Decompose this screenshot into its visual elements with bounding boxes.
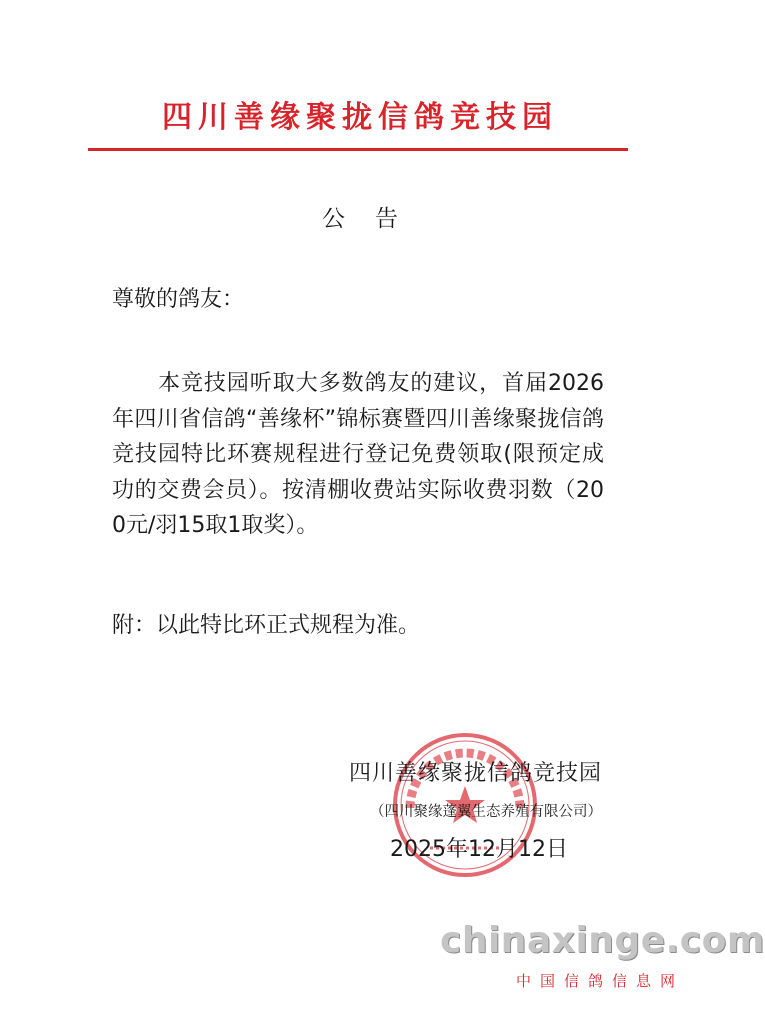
watermark-site-url: chinaxinge.com — [440, 920, 765, 961]
salutation: 尊敬的鸽友： — [112, 287, 245, 312]
signature-organization: 四川善缘聚拢信鸽竞技园 — [348, 761, 602, 786]
signature-date: 2025年12月12日 — [390, 837, 568, 862]
letterhead-title: 四川善缘聚拢信鸽竞技园 — [162, 100, 558, 135]
body-paragraph: 本竞技园听取大多数鸽友的建议，首届2026年四川省信鸽“善缘杯”锦标赛暨四川善缘聚拢信鸽竞技园特比环赛规程进行登记免费领取(限预定成功的交费会员）。按清棚收费站实际收费羽数（200元/羽15取1取奖）。 — [112, 371, 604, 539]
letterhead-divider — [88, 148, 628, 151]
watermark-site-name: 中国信鸽信息网 — [516, 972, 685, 990]
signature-company: （四川聚缘蓬翼生态养殖有限公司） — [370, 804, 602, 820]
notice-title: 公告 — [322, 206, 428, 232]
attachment-note: 附：以此特比环正式规程为准。 — [112, 613, 421, 638]
